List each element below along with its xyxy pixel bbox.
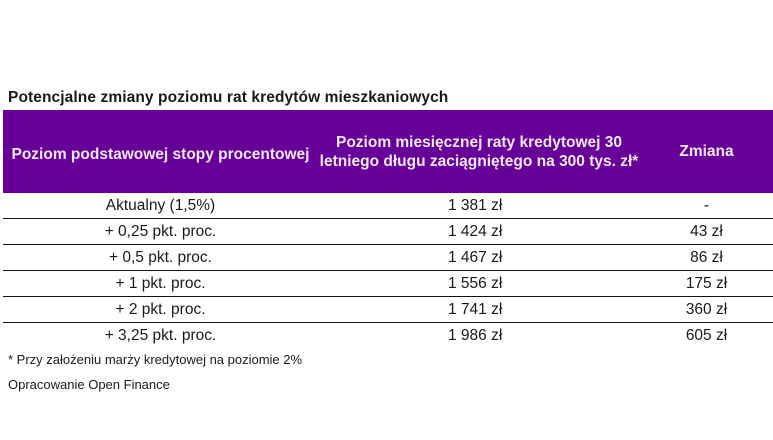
cell-installment: 1 741 zł — [448, 300, 503, 318]
source-note: Opracowanie Open Finance — [8, 377, 170, 392]
cell-rate: + 0,25 pkt. proc. — [104, 222, 217, 240]
table-row — [3, 219, 773, 245]
cell-change: - — [703, 196, 710, 214]
cell-change: 86 zł — [690, 248, 723, 266]
table-row — [3, 323, 773, 349]
installment-table — [3, 110, 773, 349]
header-change: Zmiana — [679, 143, 734, 160]
cell-rate: + 0,5 pkt. proc. — [109, 248, 212, 266]
footnote: * Przy założeniu marży kredytowej na poziomie 2% — [8, 352, 303, 367]
table-header — [3, 110, 773, 193]
cell-installment: 1 986 zł — [448, 327, 503, 344]
table-row — [3, 245, 773, 271]
table-body — [3, 193, 773, 349]
cell-rate: Aktualny (1,5%) — [105, 196, 216, 214]
cell-installment: 1 381 zł — [448, 196, 503, 214]
cell-installment: 1 467 zł — [448, 248, 503, 266]
table-title: Potencjalne zmiany poziomu rat kredytów mieszkaniowych — [8, 89, 449, 106]
table-row — [3, 271, 773, 297]
table-row — [3, 193, 773, 219]
table-row — [3, 297, 773, 323]
cell-change: 175 zł — [685, 274, 728, 292]
cell-installment: 1 556 zł — [448, 274, 503, 292]
cell-rate: + 1 pkt. proc. — [115, 274, 206, 292]
cell-change: 605 zł — [685, 327, 728, 344]
cell-rate: + 2 pkt. proc. — [115, 300, 206, 318]
cell-change: 360 zł — [685, 300, 728, 318]
cell-change: 43 zł — [690, 222, 723, 240]
header-base-rate: Poziom podstawowej stopy procentowej — [11, 146, 310, 163]
header-monthly-installment: Poziom miesięcznej raty kredytowej 30 letniego długu zaciągniętego na 300 tys. zł* — [319, 133, 639, 170]
cell-installment: 1 424 zł — [448, 222, 503, 240]
cell-rate: + 3,25 pkt. proc. — [104, 327, 217, 344]
